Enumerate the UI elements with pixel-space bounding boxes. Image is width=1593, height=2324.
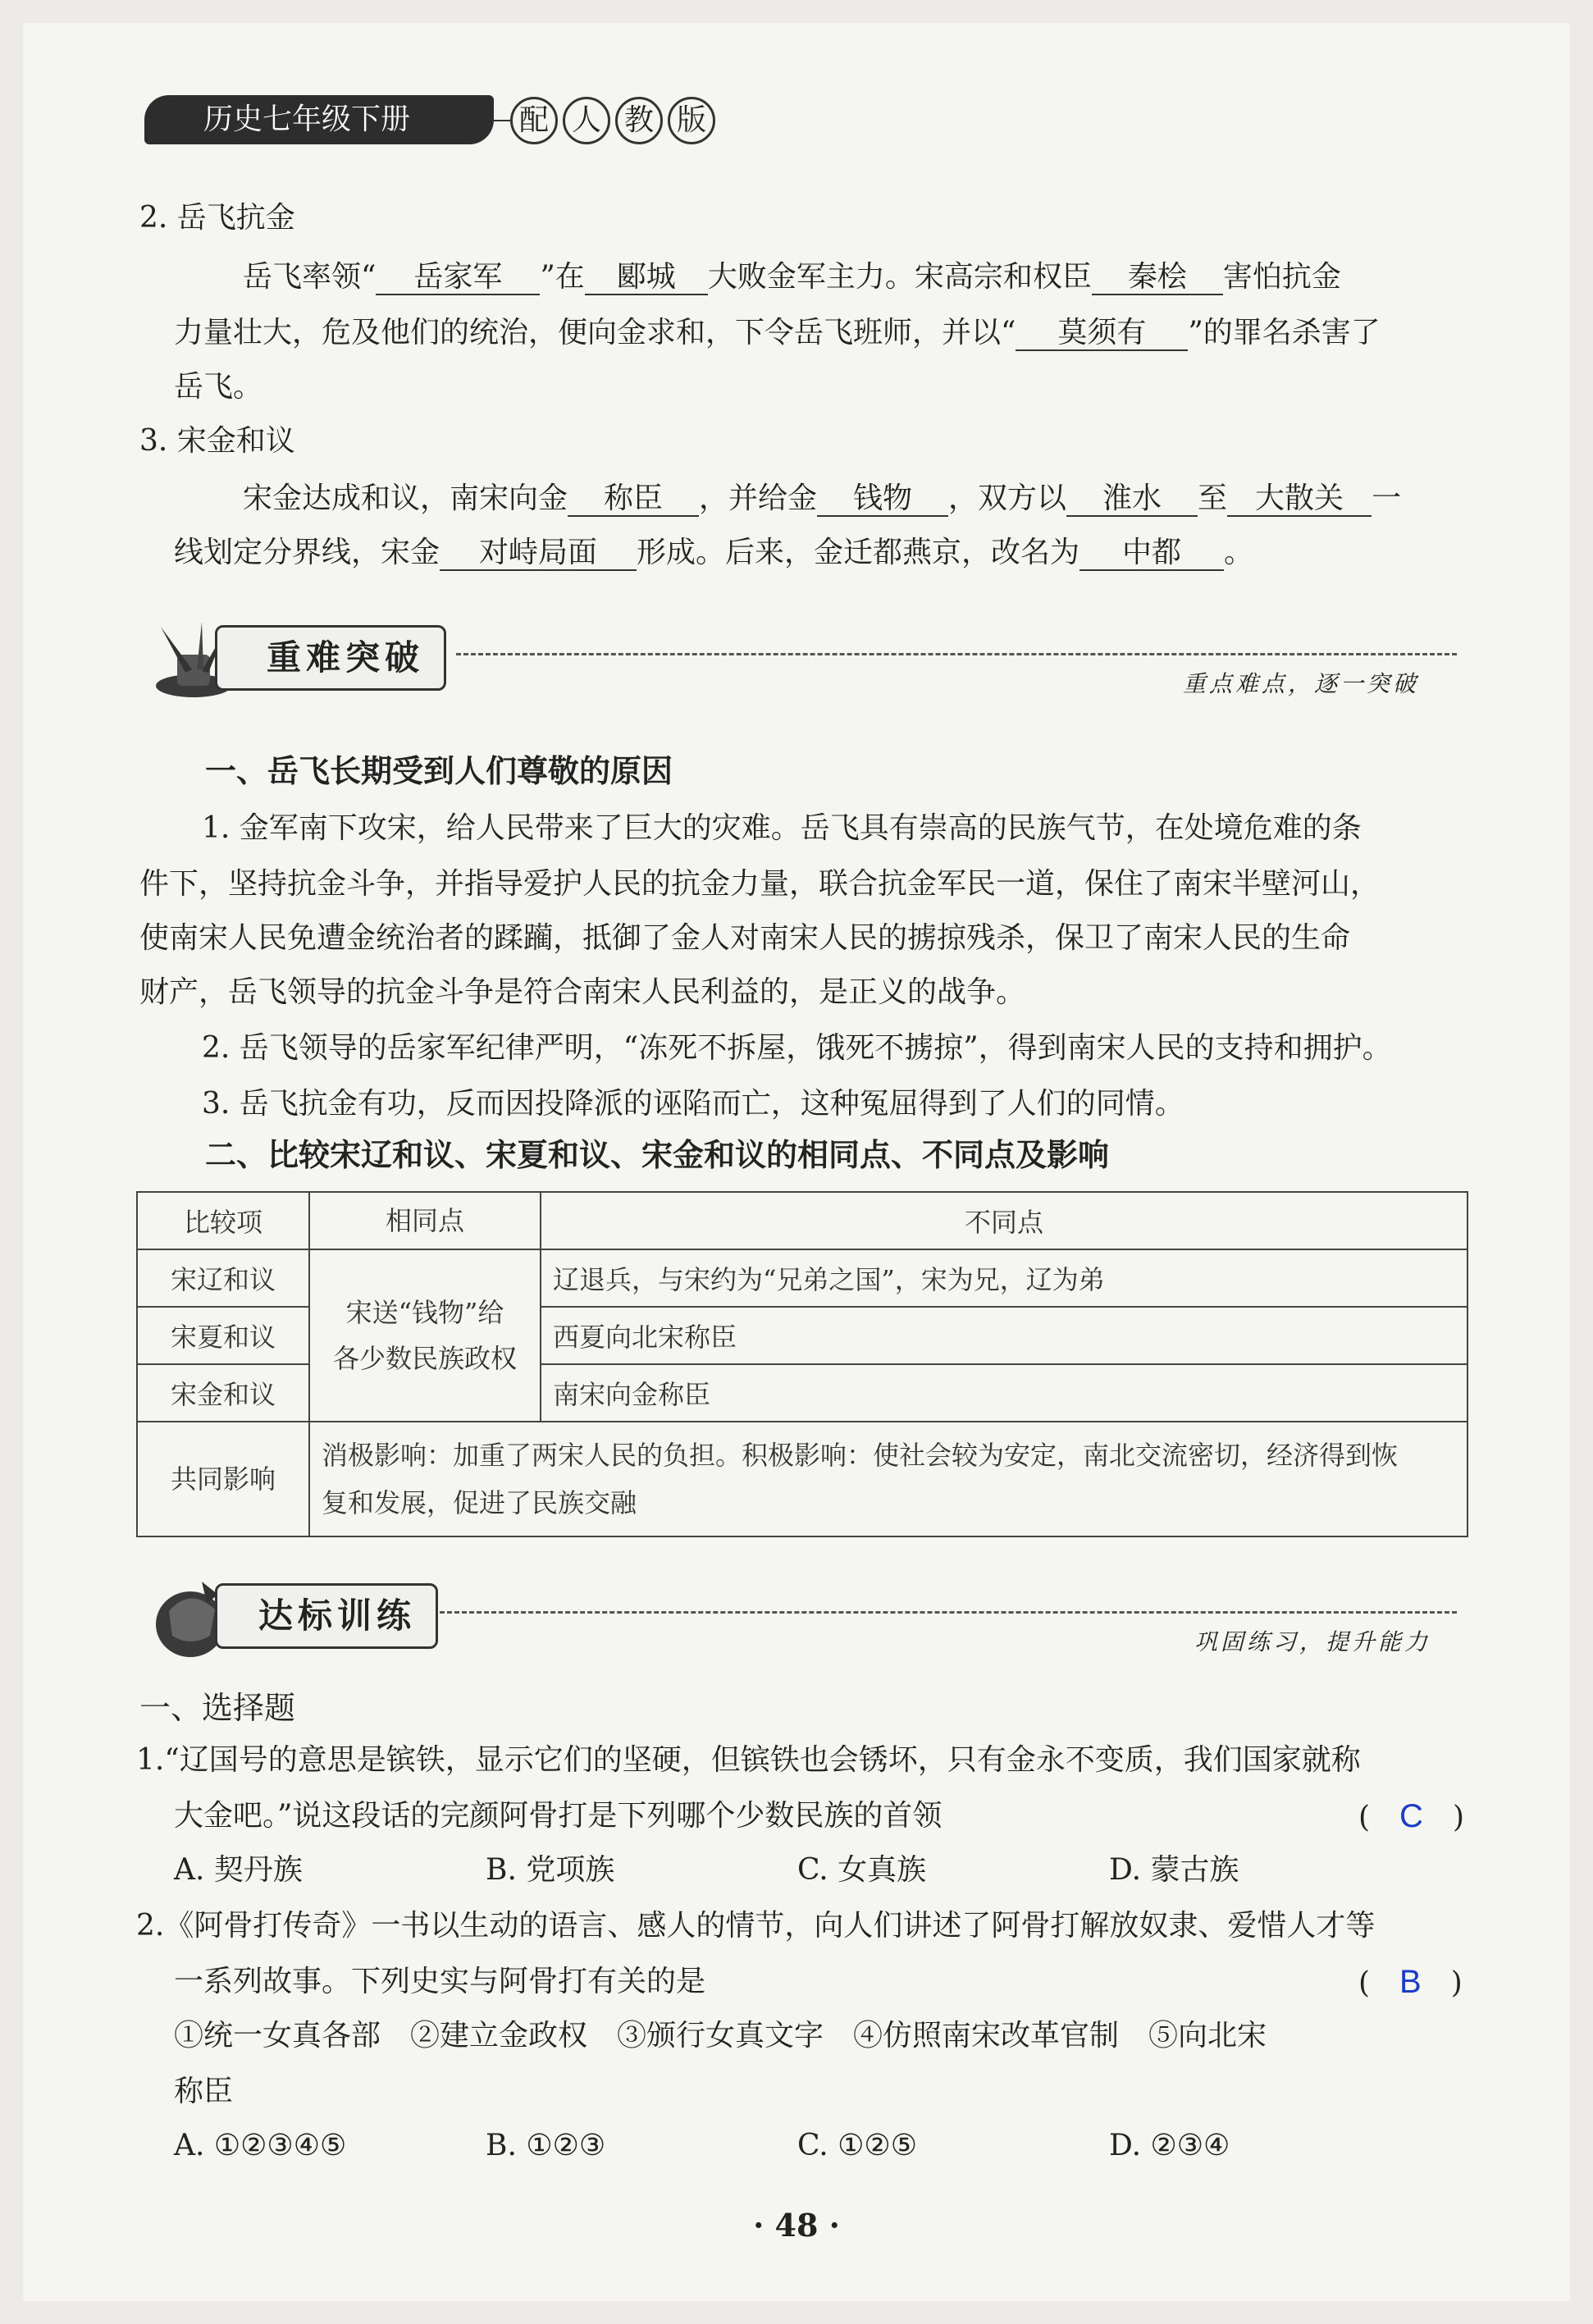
peace-line-1: 宋金达成和议，南宋向金 称臣 ，并给金 钱物 ，双方以 淮水 至 大散关 一 [243,482,1402,515]
blank-charge: 莫须有 [1016,317,1188,351]
row-name: 宋金和议 [137,1364,309,1422]
blank-west: 大散关 [1227,482,1372,517]
page-number: · 48 · [753,2207,840,2244]
reasons-p1-line-2: 件下，坚持抗金斗争，并指导爱护人民的抗金力量，联合抗金军民一道，保住了南宋半壁河山， [139,867,1381,901]
section-title: 达标训练 [215,1583,438,1649]
q1-option-b: B. 党项族 [486,1853,615,1887]
reasons-heading: 一、岳飞长期受到人们尊敬的原因 [205,753,673,789]
edition-char-4: 版 [668,97,715,144]
q2-answer: B [1399,1964,1422,2000]
edition-char-1: 配 [510,97,558,144]
yuefei-line-2: 力量壮大，危及他们的统治，便向金求和，下令岳飞班师，并以“ 莫须有 ”的罪名杀害了 [174,316,1381,349]
q2-option-b: B. ①②③ [486,2129,606,2162]
blank-city: 郾城 [585,261,708,295]
blank-situation: 对峙局面 [440,536,637,571]
yuefei-heading: 2. 岳飞抗金 [139,201,295,235]
q1-line-1: 1.“辽国号的意思是镔铁，显示它们的坚硬，但镔铁也会锈坏，只有金永不变质，我们国家就称 [136,1743,1361,1777]
row-name: 宋辽和议 [137,1249,309,1307]
q2-option-a: A. ①②③④⑤ [174,2129,347,2162]
exercises-heading: 一、选择题 [139,1690,296,1726]
section-tagline: 巩固练习，提升能力 [1194,1628,1431,1655]
book-header [144,92,776,146]
effect-name: 共同影响 [137,1422,309,1536]
table-row-effect [137,1422,1467,1536]
q2-items-line-1: ①统一女真各部 ②建立金政权 ③颁行女真文字 ④仿照南宋改革官制 ⑤向北宋 [174,2019,1267,2052]
edition-char-2: 人 [563,97,610,144]
reasons-p2: 2. 岳飞领导的岳家军纪律严明，“冻死不拆屋，饿死不掳掠”，得到南宋人民的支持和拥护。 [202,1031,1392,1065]
header-connector [494,120,510,121]
section-banner-key-points [144,620,1457,710]
q2-option-c: C. ①②⑤ [797,2129,917,2162]
q2-items-line-2: 称臣 [174,2075,234,2108]
header-cell: 不同点 [541,1192,1467,1249]
table-row [137,1249,1467,1307]
row-diff: 南宋向金称臣 [541,1364,1467,1422]
reasons-p1-line-4: 财产，岳飞领导的抗金斗争是符合南宋人民利益的，是正义的战争。 [139,975,1026,1009]
q1-option-d: D. 蒙古族 [1109,1853,1239,1887]
compare-heading: 二、比较宋辽和议、宋夏和议、宋金和议的相同点、不同点及影响 [205,1137,1110,1173]
q2-answer-bracket: ( B ) [1358,1964,1463,2000]
dashed-divider [456,653,1457,655]
blank-goods: 钱物 [817,482,948,517]
section-banner-practice [144,1578,1457,1669]
q1-line-2: 大金吧。”说这段话的完颜阿骨打是下列哪个少数民族的首领 [174,1799,943,1833]
header-cell: 相同点 [309,1192,541,1249]
q2-line-1: 2.《阿骨打传奇》一书以生动的语言、感人的情节，向人们讲述了阿骨打解放奴隶、爱惜人才等 [136,1909,1376,1943]
same-point-cell: 宋送“钱物”给 各少数民族政权 [309,1249,541,1422]
reasons-p1-line-1: 1. 金军南下攻宋，给人民带来了巨大的灾难。岳飞具有崇高的民族气节，在处境危难的条 [202,811,1362,845]
row-diff: 辽退兵，与宋约为“兄弟之国”，宋为兄，辽为弟 [541,1249,1467,1307]
row-name: 宋夏和议 [137,1307,309,1364]
blank-status: 称臣 [568,482,699,517]
q1-option-a: A. 契丹族 [174,1853,303,1887]
blank-minister: 秦桧 [1092,261,1223,295]
blank-army: 岳家军 [376,261,540,295]
blank-capital: 中都 [1079,536,1224,571]
effect-text: 消极影响：加重了两宋人民的负担。积极影响：使社会较为安定，南北交流密切，经济得到恢 复和发展，促进了民族交融 [309,1422,1467,1536]
comparison-table [136,1191,1468,1537]
section-title: 重难突破 [215,625,446,691]
reasons-p3: 3. 岳飞抗金有功，反而因投降派的诬陷而亡，这种冤屈得到了人们的同情。 [202,1087,1184,1121]
q1-answer: C [1399,1798,1423,1834]
blank-east: 淮水 [1066,482,1198,517]
dashed-divider [440,1611,1457,1614]
reasons-p1-line-3: 使南宋人民免遭金统治者的蹂躏，抵御了金人对南宋人民的掳掠残杀，保卫了南宋人民的生命 [139,921,1351,955]
header-cell: 比较项 [137,1192,309,1249]
yuefei-line-3: 岳飞。 [174,370,263,404]
q1-option-c: C. 女真族 [797,1853,927,1887]
peace-line-2: 线划定分界线，宋金 对峙局面 形成。后来，金迁都燕京，改名为 中都 。 [174,536,1254,569]
q2-option-d: D. ②③④ [1109,2129,1230,2162]
table-header-row [137,1192,1467,1249]
row-diff: 西夏向北宋称臣 [541,1307,1467,1364]
section-tagline: 重点难点，逐一突破 [1183,670,1420,697]
peace-heading: 3. 宋金和议 [139,424,295,458]
yuefei-line-1: 岳飞率领“ 岳家军 ”在 郾城 大败金军主力。宋高宗和权臣 秦桧 害怕抗金 [243,260,1341,294]
book-title: 历史七年级下册 [144,95,494,144]
edition-char-3: 教 [615,97,663,144]
q1-answer-bracket: ( C ) [1358,1798,1464,1834]
q2-line-2: 一系列故事。下列史实与阿骨打有关的是 [174,1965,706,1998]
